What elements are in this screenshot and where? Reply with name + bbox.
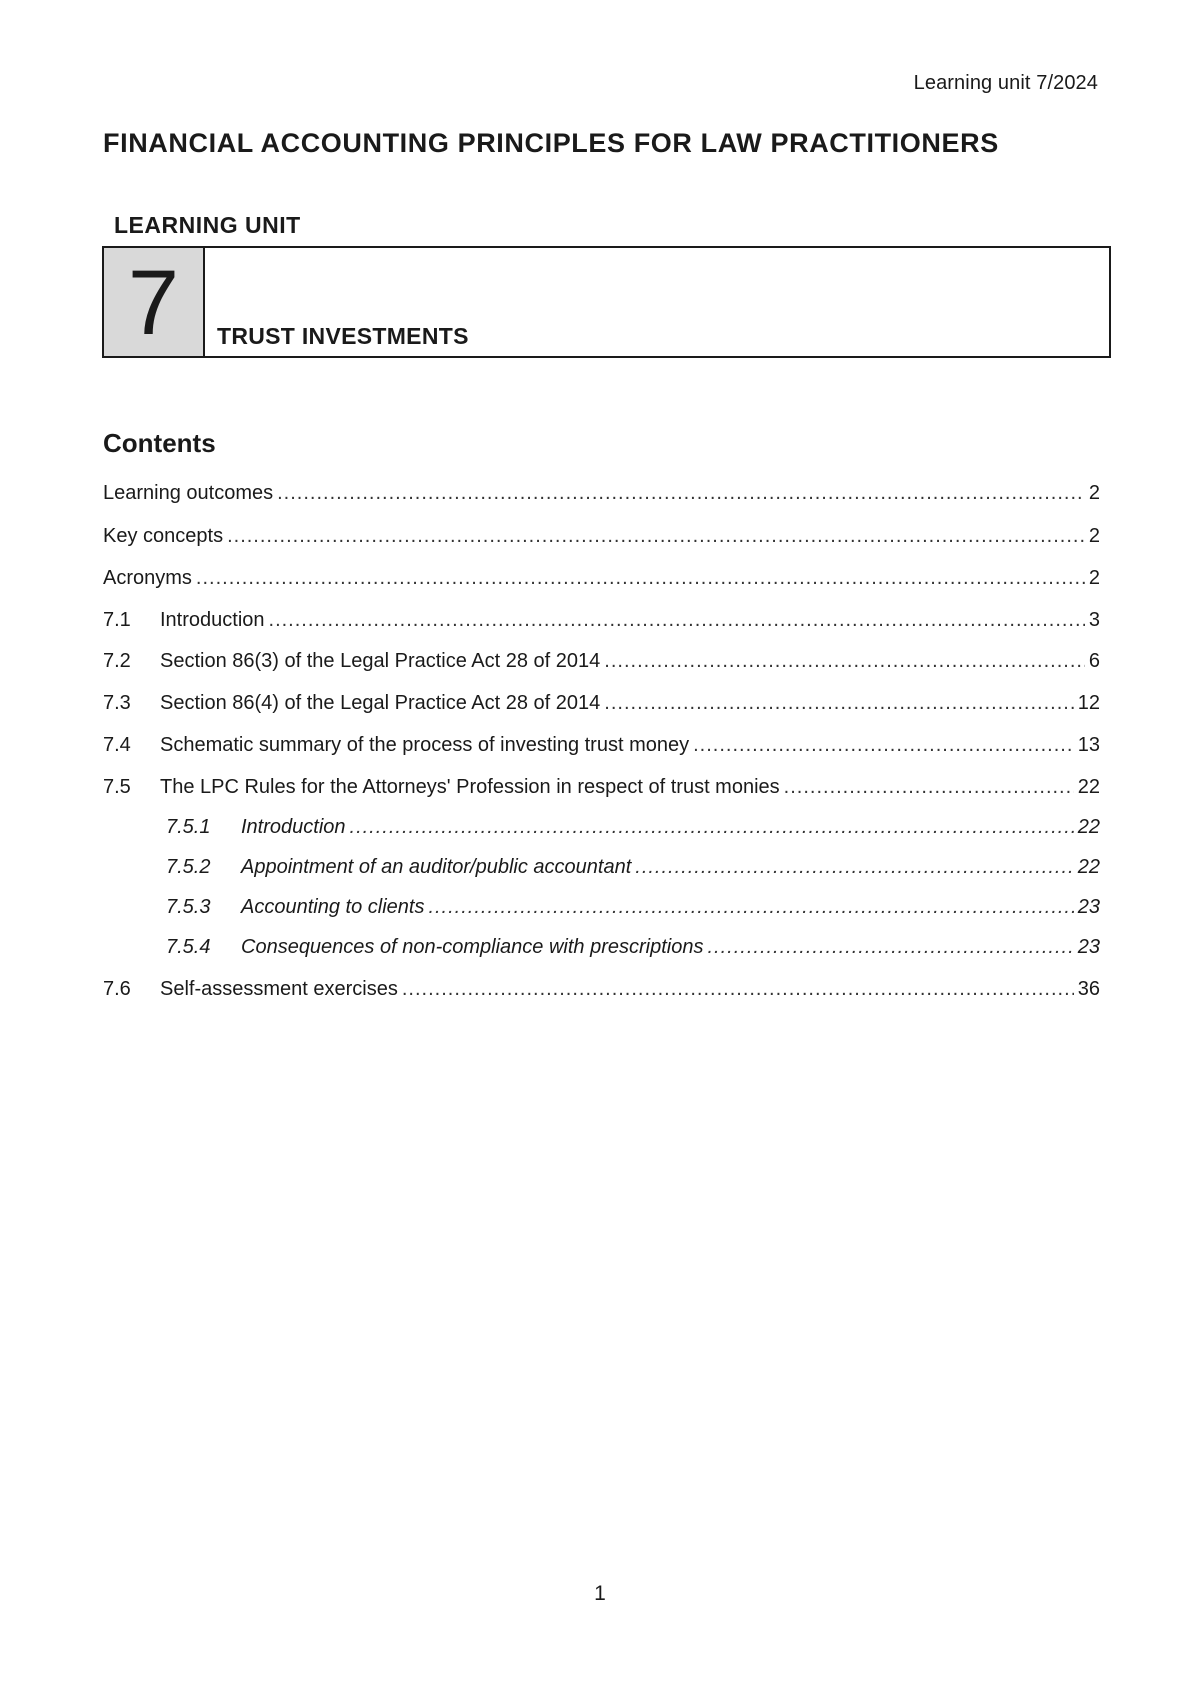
- toc-entry-number: 7.5.2: [166, 856, 211, 878]
- unit-title-cell: [205, 248, 1109, 356]
- toc-leader-dots: [196, 567, 1085, 590]
- toc-leader-dots: [784, 776, 1074, 799]
- contents-heading: Contents: [103, 428, 216, 458]
- toc-leader-dots: [269, 609, 1085, 632]
- toc-leader-dots: [635, 856, 1073, 879]
- toc-entry-page: 22: [1077, 816, 1100, 838]
- unit-title: TRUST INVESTMENTS: [217, 323, 469, 349]
- toc-entry-number: 7.5.1: [166, 816, 211, 838]
- toc-entry-text: Section 86(3) of the Legal Practice Act 28 of 2014: [160, 650, 601, 672]
- toc-entry-7-5-2[interactable]: [166, 856, 1100, 879]
- toc-entry-number: 7.5.4: [166, 936, 211, 958]
- running-header: Learning unit 7/2024: [913, 72, 1098, 94]
- toc-entry-page: 22: [1077, 776, 1100, 798]
- toc-entry-page: 36: [1077, 978, 1100, 1000]
- toc-entry-page: 2: [1088, 525, 1100, 547]
- toc-entry-7-5-3[interactable]: [166, 896, 1100, 919]
- toc-entry-7-4[interactable]: [103, 734, 1100, 757]
- toc-entry-text: Appointment of an auditor/public accountant: [241, 856, 632, 878]
- toc-leader-dots: [604, 650, 1085, 673]
- toc-entry-7-1[interactable]: [103, 609, 1100, 632]
- toc-leader-dots: [402, 978, 1074, 1001]
- toc-leader-dots: [707, 936, 1073, 959]
- unit-number-cell: [104, 248, 205, 356]
- toc-entry-number: 7.2: [103, 650, 131, 672]
- toc-entry-text: Introduction: [241, 816, 346, 838]
- toc-entry-text: The LPC Rules for the Attorneys' Profession in respect of trust monies: [160, 776, 780, 798]
- toc-entry-acronyms[interactable]: [103, 567, 1100, 590]
- learning-unit-box: [102, 246, 1111, 358]
- toc-entry-text: Consequences of non-compliance with prescriptions: [241, 936, 704, 958]
- toc-entry-7-2[interactable]: [103, 650, 1100, 673]
- toc-entry-text: Learning outcomes: [103, 482, 274, 504]
- toc-leader-dots: [428, 896, 1073, 919]
- page-number: 1: [594, 1582, 606, 1605]
- toc-leader-dots: [604, 692, 1073, 715]
- toc-entry-number: 7.5: [103, 776, 131, 798]
- unit-number: 7: [127, 252, 180, 354]
- toc-entry-page: 12: [1077, 692, 1100, 714]
- toc-leader-dots: [277, 482, 1085, 505]
- toc-entry-text: Introduction: [160, 609, 265, 631]
- toc-entry-7-5[interactable]: [103, 776, 1100, 799]
- toc-entry-key-concepts[interactable]: [103, 525, 1100, 548]
- document-title: FINANCIAL ACCOUNTING PRINCIPLES FOR LAW PRACTITIONERS: [103, 128, 999, 158]
- toc-entry-7-5-4[interactable]: [166, 936, 1100, 959]
- toc-entry-page: 2: [1088, 567, 1100, 589]
- learning-unit-label: LEARNING UNIT: [114, 212, 301, 238]
- toc-entry-text: Self-assessment exercises: [160, 978, 398, 1000]
- toc-entry-number: 7.6: [103, 978, 131, 1000]
- toc-entry-text: Section 86(4) of the Legal Practice Act 28 of 2014: [160, 692, 601, 714]
- toc-entry-page: 23: [1077, 896, 1100, 918]
- toc-entry-page: 23: [1077, 936, 1100, 958]
- toc-entry-page: 3: [1088, 609, 1100, 631]
- toc-entry-learning-outcomes[interactable]: [103, 482, 1100, 505]
- toc-entry-7-6[interactable]: [103, 978, 1100, 1001]
- toc-entry-text: Schematic summary of the process of investing trust money: [160, 734, 690, 756]
- toc-entry-7-5-1[interactable]: [166, 816, 1100, 839]
- toc-entry-text: Acronyms: [103, 567, 192, 589]
- toc-entry-number: 7.4: [103, 734, 131, 756]
- toc-leader-dots: [693, 734, 1074, 757]
- toc-entry-page: 2: [1088, 482, 1100, 504]
- toc-entry-text: Accounting to clients: [241, 896, 425, 918]
- toc-leader-dots: [350, 816, 1074, 839]
- toc-entry-7-3[interactable]: [103, 692, 1100, 715]
- toc-entry-number: 7.3: [103, 692, 131, 714]
- toc-leader-dots: [227, 525, 1085, 548]
- toc-entry-page: 6: [1088, 650, 1100, 672]
- toc-entry-page: 13: [1077, 734, 1100, 756]
- toc-entry-page: 22: [1077, 856, 1100, 878]
- toc-entry-number: 7.1: [103, 609, 131, 631]
- toc-entry-text: Key concepts: [103, 525, 224, 547]
- toc-entry-number: 7.5.3: [166, 896, 211, 918]
